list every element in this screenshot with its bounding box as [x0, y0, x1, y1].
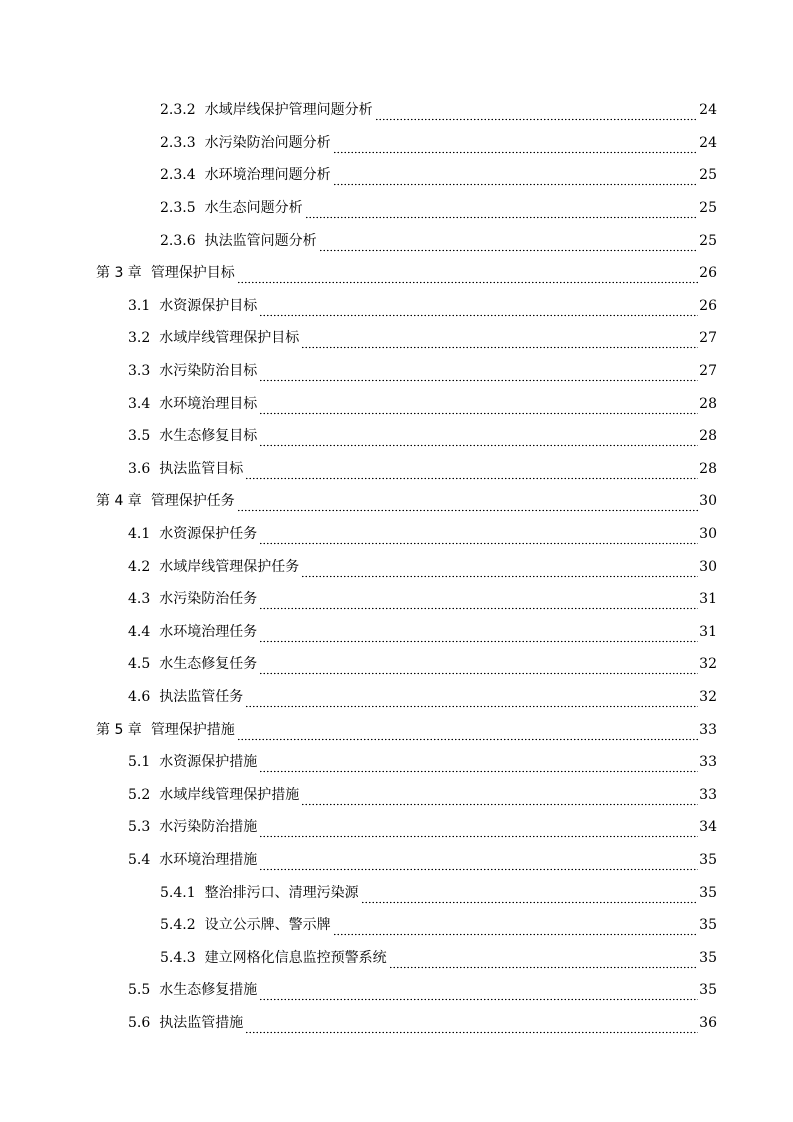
toc-entry-number: 第 4 章: [96, 493, 142, 510]
toc-entry[interactable]: [0, 159, 793, 192]
toc-entry-title: 水污染防治措施: [159, 819, 258, 836]
toc-entry-number: 3.6: [128, 460, 151, 477]
toc-entry-page-number: 28: [699, 428, 717, 445]
toc-entry-page-number: 28: [699, 460, 717, 477]
toc-entry-page-number: 25: [699, 167, 717, 184]
toc-dot-leader: [245, 694, 698, 708]
toc-entry[interactable]: [0, 1007, 793, 1040]
toc-entry-page-number: 30: [699, 493, 717, 510]
toc-entry-number: 5.4: [128, 851, 151, 868]
toc-entry[interactable]: [0, 355, 793, 388]
toc-dot-leader: [237, 498, 698, 512]
toc-dot-leader: [259, 531, 698, 545]
toc-entry-page-number: 35: [699, 949, 717, 966]
toc-entry-page-number: 33: [699, 721, 717, 738]
toc-dot-leader: [259, 824, 698, 838]
toc-entry-number: 5.4.2: [160, 917, 196, 934]
toc-entry-title: 执法监管问题分析: [204, 232, 317, 249]
toc-entry[interactable]: [0, 811, 793, 844]
toc-dot-leader: [259, 433, 698, 447]
toc-entry-number: 4.6: [128, 688, 151, 705]
toc-entry-number: 5.6: [128, 1014, 151, 1031]
toc-entry[interactable]: [0, 746, 793, 779]
toc-entry-page-number: 35: [699, 917, 717, 934]
toc-entry[interactable]: [0, 224, 793, 257]
toc-entry[interactable]: [0, 94, 793, 127]
toc-dot-leader: [259, 857, 698, 871]
toc-entry-title: 水资源保护措施: [159, 754, 258, 771]
toc-entry-number: 第 3 章: [96, 265, 142, 282]
toc-entry-page-number: 24: [699, 134, 717, 151]
toc-entry-title: 整治排污口、清理污染源: [204, 884, 359, 901]
toc-entry-title: 管理保护措施: [150, 721, 235, 738]
toc-entry-page-number: 32: [699, 688, 717, 705]
toc-entry-page-number: 35: [699, 884, 717, 901]
toc-dot-leader: [259, 596, 698, 610]
toc-entry-number: 5.4.3: [160, 949, 196, 966]
toc-entry-page-number: 24: [699, 102, 717, 119]
toc-entry-title: 设立公示牌、警示牌: [204, 917, 331, 934]
toc-entry[interactable]: [0, 648, 793, 681]
toc-entry-page-number: 33: [699, 754, 717, 771]
toc-entry-title: 水资源保护目标: [159, 297, 258, 314]
toc-entry-title: 水环境治理任务: [159, 623, 258, 640]
toc-entry-number: 3.3: [128, 363, 151, 380]
toc-entry-number: 2.3.6: [160, 232, 196, 249]
toc-entry[interactable]: [0, 257, 793, 290]
toc-entry-page-number: 35: [699, 851, 717, 868]
toc-entry[interactable]: [0, 974, 793, 1007]
toc-entry-number: 3.5: [128, 428, 151, 445]
toc-dot-leader: [259, 987, 698, 1001]
toc-entry-page-number: 28: [699, 395, 717, 412]
toc-dot-leader: [259, 759, 698, 773]
toc-entry-number: 2.3.3: [160, 134, 196, 151]
toc-entry-number: 2.3.2: [160, 102, 196, 119]
toc-dot-leader: [259, 661, 698, 675]
toc-entry-page-number: 30: [699, 526, 717, 543]
toc-dot-leader: [259, 303, 698, 317]
toc-entry-number: 5.2: [128, 786, 151, 803]
toc-entry[interactable]: [0, 616, 793, 649]
toc-entry-number: 5.4.1: [160, 884, 196, 901]
toc-entry-number: 4.5: [128, 656, 151, 673]
toc-entry-number: 2.3.5: [160, 200, 196, 217]
toc-entry-title: 水污染防治任务: [159, 591, 258, 608]
toc-entry-page-number: 31: [699, 623, 717, 640]
toc-entry-title: 水域岸线保护管理问题分析: [204, 102, 373, 119]
toc-dot-leader: [259, 368, 698, 382]
toc-entry-title: 水资源保护任务: [159, 526, 258, 543]
toc-dot-leader: [389, 955, 699, 969]
toc-entry[interactable]: [0, 713, 793, 746]
toc-entry-page-number: 27: [699, 330, 717, 347]
toc-dot-leader: [245, 466, 698, 480]
toc-dot-leader: [375, 107, 699, 121]
toc-entry-page-number: 36: [699, 1014, 717, 1031]
toc-entry-title: 水生态修复措施: [159, 982, 258, 999]
toc-dot-leader: [333, 140, 699, 154]
toc-dot-leader: [259, 401, 698, 415]
toc-entry-page-number: 26: [699, 265, 717, 282]
toc-entry[interactable]: [0, 778, 793, 811]
toc-entry-number: 3.1: [128, 297, 151, 314]
toc-entry-title: 水域岸线管理保护措施: [159, 786, 300, 803]
toc-entry-page-number: 35: [699, 982, 717, 999]
toc-dot-leader: [361, 890, 699, 904]
toc-entry[interactable]: [0, 322, 793, 355]
toc-entry-title: 水污染防治问题分析: [204, 134, 331, 151]
toc-entry-title: 水污染防治目标: [159, 363, 258, 380]
toc-entry[interactable]: [0, 485, 793, 518]
toc-entry[interactable]: [0, 453, 793, 486]
toc-dot-leader: [301, 564, 698, 578]
toc-entry[interactable]: [0, 909, 793, 942]
toc-entry[interactable]: [0, 550, 793, 583]
toc-entry-title: 水环境治理问题分析: [204, 167, 331, 184]
toc-entry-page-number: 32: [699, 656, 717, 673]
toc-entry-page-number: 33: [699, 786, 717, 803]
toc-entry-page-number: 34: [699, 819, 717, 836]
toc-dot-leader: [237, 727, 698, 741]
toc-entry-number: 4.4: [128, 623, 151, 640]
toc-entry[interactable]: [0, 127, 793, 160]
toc-dot-leader: [305, 205, 699, 219]
toc-entry-number: 第 5 章: [96, 721, 142, 738]
toc-entry-title: 水生态修复目标: [159, 428, 258, 445]
table-of-contents: [0, 94, 793, 1039]
toc-entry[interactable]: [0, 290, 793, 323]
toc-entry[interactable]: [0, 844, 793, 877]
toc-entry-number: 2.3.4: [160, 167, 196, 184]
toc-dot-leader: [245, 1020, 698, 1034]
toc-entry-number: 4.1: [128, 526, 151, 543]
toc-entry-number: 5.1: [128, 754, 151, 771]
toc-entry-number: 3.2: [128, 330, 151, 347]
toc-dot-leader: [301, 335, 698, 349]
toc-entry-title: 执法监管任务: [159, 688, 244, 705]
toc-dot-leader: [301, 792, 698, 806]
toc-entry-number: 4.3: [128, 591, 151, 608]
toc-entry-page-number: 26: [699, 297, 717, 314]
toc-entry-title: 建立网格化信息监控预警系统: [204, 949, 387, 966]
toc-entry-title: 水生态修复任务: [159, 656, 258, 673]
toc-entry-number: 4.2: [128, 558, 151, 575]
toc-entry-page-number: 25: [699, 200, 717, 217]
toc-entry-page-number: 27: [699, 363, 717, 380]
toc-entry-page-number: 30: [699, 558, 717, 575]
toc-entry-title: 水环境治理措施: [159, 851, 258, 868]
toc-entry[interactable]: [0, 420, 793, 453]
toc-dot-leader: [333, 172, 699, 186]
toc-entry-title: 执法监管目标: [159, 460, 244, 477]
toc-dot-leader: [319, 238, 699, 252]
toc-entry-title: 管理保护任务: [150, 493, 235, 510]
toc-dot-leader: [237, 270, 698, 284]
toc-entry-title: 管理保护目标: [150, 265, 235, 282]
toc-entry[interactable]: [0, 876, 793, 909]
toc-entry-title: 执法监管措施: [159, 1014, 244, 1031]
toc-entry-number: 5.3: [128, 819, 151, 836]
toc-dot-leader: [333, 922, 699, 936]
toc-entry-title: 水环境治理目标: [159, 395, 258, 412]
toc-entry-title: 水域岸线管理保护目标: [159, 330, 300, 347]
toc-entry[interactable]: [0, 518, 793, 551]
toc-dot-leader: [259, 629, 698, 643]
toc-entry-page-number: 25: [699, 232, 717, 249]
toc-entry-number: 3.4: [128, 395, 151, 412]
toc-entry-title: 水域岸线管理保护任务: [159, 558, 300, 575]
toc-entry-title: 水生态问题分析: [204, 200, 303, 217]
toc-entry[interactable]: [0, 583, 793, 616]
toc-entry[interactable]: [0, 941, 793, 974]
toc-entry[interactable]: [0, 681, 793, 714]
toc-entry[interactable]: [0, 192, 793, 225]
toc-entry-page-number: 31: [699, 591, 717, 608]
toc-entry-number: 5.5: [128, 982, 151, 999]
toc-entry[interactable]: [0, 387, 793, 420]
